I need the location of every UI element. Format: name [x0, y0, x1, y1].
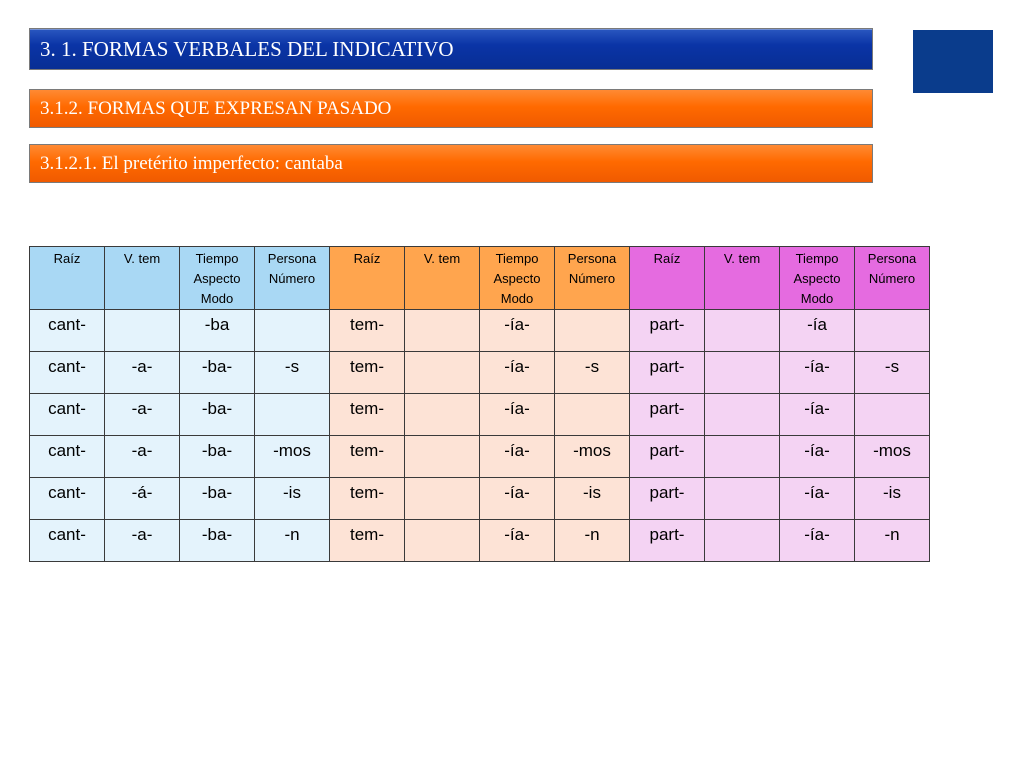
- table-cell: [705, 520, 780, 562]
- table-cell: [705, 352, 780, 394]
- table-cell: -ía-: [480, 310, 555, 352]
- header-pn-cantar: Persona Número: [255, 247, 330, 310]
- table-cell: [405, 394, 480, 436]
- table-row: [30, 394, 930, 436]
- header-pn-partir: Persona Número: [855, 247, 930, 310]
- table-cell: -a-: [105, 394, 180, 436]
- table-cell: -s: [255, 352, 330, 394]
- table-cell: tem-: [330, 520, 405, 562]
- table-cell: [255, 310, 330, 352]
- table-cell: -ía-: [480, 436, 555, 478]
- table-cell: -ía-: [780, 394, 855, 436]
- table-cell: -ía-: [780, 352, 855, 394]
- table-cell: [555, 394, 630, 436]
- table-cell: [705, 436, 780, 478]
- table-cell: -ía-: [480, 478, 555, 520]
- table-cell: tem-: [330, 310, 405, 352]
- table-cell: part-: [630, 352, 705, 394]
- table-cell: [855, 310, 930, 352]
- header-raiz-partir: Raíz: [630, 247, 705, 310]
- header-pn-temer: Persona Número: [555, 247, 630, 310]
- table-cell: part-: [630, 478, 705, 520]
- table-cell: -a-: [105, 436, 180, 478]
- table-cell: cant-: [30, 394, 105, 436]
- table-cell: -n: [255, 520, 330, 562]
- table-cell: part-: [630, 310, 705, 352]
- table-cell: -a-: [105, 520, 180, 562]
- table-cell: -a-: [105, 352, 180, 394]
- table-cell: [705, 310, 780, 352]
- table-row: [30, 478, 930, 520]
- table-cell: -ía-: [780, 478, 855, 520]
- table-cell: [705, 478, 780, 520]
- table-cell: [255, 394, 330, 436]
- table-cell: cant-: [30, 352, 105, 394]
- table-cell: tem-: [330, 352, 405, 394]
- table-cell: -ba-: [180, 352, 255, 394]
- table-cell: -ía-: [480, 394, 555, 436]
- table-cell: -ba-: [180, 436, 255, 478]
- table-cell: -is: [555, 478, 630, 520]
- table-cell: cant-: [30, 478, 105, 520]
- table-row: [30, 352, 930, 394]
- table-cell: [705, 394, 780, 436]
- table-cell: -ía-: [480, 520, 555, 562]
- table-cell: -ía: [780, 310, 855, 352]
- header-raiz-cantar: Raíz: [30, 247, 105, 310]
- section-title: 3.1.2.1. El pretérito imperfecto: cantaba: [40, 152, 343, 174]
- table-cell: -s: [855, 352, 930, 394]
- table-cell: -s: [555, 352, 630, 394]
- table-cell: tem-: [330, 478, 405, 520]
- conjugation-table: [29, 246, 930, 562]
- table-cell: tem-: [330, 436, 405, 478]
- table-cell: -mos: [855, 436, 930, 478]
- section-banner: [29, 144, 873, 183]
- header-vtem-temer: V. tem: [405, 247, 480, 310]
- corner-decoration: [913, 30, 993, 93]
- table-cell: [405, 436, 480, 478]
- table-cell: tem-: [330, 394, 405, 436]
- header-tam-partir: Tiempo Aspecto Modo: [780, 247, 855, 310]
- table-cell: -á-: [105, 478, 180, 520]
- header-tam-temer: Tiempo Aspecto Modo: [480, 247, 555, 310]
- table-cell: -ba: [180, 310, 255, 352]
- table-cell: -mos: [555, 436, 630, 478]
- table-cell: [405, 520, 480, 562]
- table-cell: -ía-: [480, 352, 555, 394]
- table-cell: part-: [630, 394, 705, 436]
- table-cell: part-: [630, 520, 705, 562]
- table-header-row: [30, 247, 930, 310]
- subtitle-banner: [29, 89, 873, 128]
- subtitle: 3.1.2. FORMAS QUE EXPRESAN PASADO: [40, 97, 392, 119]
- table-cell: [405, 310, 480, 352]
- table-cell: -mos: [255, 436, 330, 478]
- table-row: [30, 436, 930, 478]
- header-tam-cantar: Tiempo Aspecto Modo: [180, 247, 255, 310]
- table-cell: cant-: [30, 436, 105, 478]
- table-cell: -ba-: [180, 394, 255, 436]
- table-cell: cant-: [30, 310, 105, 352]
- table-cell: [405, 352, 480, 394]
- main-title: 3. 1. FORMAS VERBALES DEL INDICATIVO: [40, 36, 454, 61]
- table-cell: [105, 310, 180, 352]
- table-cell: [555, 310, 630, 352]
- table-cell: -is: [855, 478, 930, 520]
- table-cell: -n: [555, 520, 630, 562]
- table-row: [30, 520, 930, 562]
- table-cell: [405, 478, 480, 520]
- table-cell: -ba-: [180, 520, 255, 562]
- table-cell: -ía-: [780, 520, 855, 562]
- table-cell: -ía-: [780, 436, 855, 478]
- header-raiz-temer: Raíz: [330, 247, 405, 310]
- table-cell: cant-: [30, 520, 105, 562]
- header-vtem-partir: V. tem: [705, 247, 780, 310]
- table-row: [30, 310, 930, 352]
- header-vtem-cantar: V. tem: [105, 247, 180, 310]
- main-title-banner: [29, 28, 873, 70]
- table-cell: -is: [255, 478, 330, 520]
- table-cell: part-: [630, 436, 705, 478]
- table-cell: -ba-: [180, 478, 255, 520]
- table-cell: -n: [855, 520, 930, 562]
- table-cell: [855, 394, 930, 436]
